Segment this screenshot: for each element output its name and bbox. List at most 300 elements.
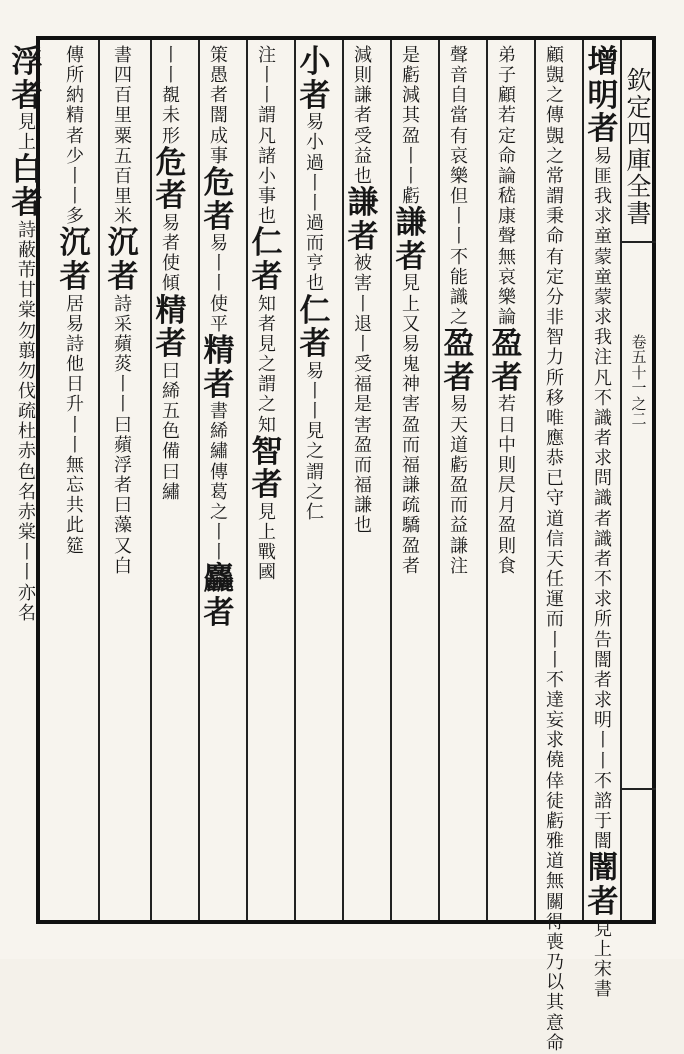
- column-char: 者: [354, 105, 372, 127]
- column-char: 哀: [450, 145, 468, 167]
- column-char: 自: [450, 85, 468, 107]
- book-title-char: 定: [626, 92, 652, 122]
- gloss-char: 日: [66, 374, 84, 396]
- column-char: 受: [354, 125, 372, 147]
- column-char: 則: [354, 65, 372, 87]
- headword-char: 仁: [251, 225, 283, 262]
- column-char: 丨: [450, 206, 468, 228]
- column-char: 丨: [402, 145, 420, 167]
- column-char: 當: [450, 105, 468, 127]
- text-column: [584, 44, 622, 1000]
- book-title: [626, 68, 651, 227]
- column-char: 其: [546, 992, 564, 1014]
- gloss-char: 盈: [402, 535, 420, 557]
- column-char: 形: [162, 125, 180, 147]
- column-char: 之: [450, 307, 468, 329]
- gloss-char: 甘: [18, 280, 36, 302]
- gloss-char: 丨: [66, 434, 84, 456]
- column-char: 倖: [546, 770, 564, 792]
- column-char: 已: [546, 468, 564, 490]
- column-char: 分: [546, 286, 564, 308]
- headword-char: 白: [11, 151, 43, 188]
- gloss-char: 注: [450, 555, 468, 577]
- column-char: 若: [498, 105, 516, 127]
- headword-char: 者: [299, 326, 331, 363]
- headword-char: 盈: [491, 326, 523, 363]
- gloss-char: 告: [594, 629, 612, 651]
- gloss-char: 凡: [594, 367, 612, 389]
- column-char: 是: [402, 45, 420, 66]
- gloss-char: 色: [162, 421, 180, 443]
- column-char: 虧: [402, 65, 420, 87]
- gloss-char: 闇: [594, 831, 612, 853]
- headword-char: 沉: [107, 225, 139, 262]
- gloss-char: 丨: [18, 542, 36, 564]
- column-char: 顧: [546, 45, 564, 66]
- gloss-char: 也: [306, 273, 324, 295]
- headword-char: 者: [587, 111, 619, 148]
- text-column: [56, 46, 94, 918]
- column-char: 也: [258, 206, 276, 228]
- gloss-char: 童: [594, 226, 612, 248]
- column-char: 所: [66, 65, 84, 87]
- text-column: [296, 46, 334, 918]
- gloss-char: 棠: [18, 522, 36, 544]
- gloss-char: 之: [258, 394, 276, 416]
- gloss-char: 戰: [258, 542, 276, 564]
- headword-char: 者: [203, 366, 235, 403]
- gloss-char: 過: [306, 152, 324, 174]
- volume-label-char: 五: [631, 348, 647, 367]
- gloss-char: 天: [450, 414, 468, 436]
- column-char: 以: [546, 972, 564, 994]
- gloss-char: 亨: [306, 253, 324, 275]
- headword-char: 者: [491, 359, 523, 396]
- gloss-char: 識: [594, 528, 612, 550]
- gloss-char: 名: [18, 481, 36, 503]
- book-title-char: 書: [626, 198, 652, 228]
- column-char: 益: [354, 145, 372, 167]
- book-title-char: 庫: [626, 145, 652, 175]
- headword-char: 者: [107, 259, 139, 296]
- gloss-char: 赤: [18, 441, 36, 463]
- column-char: 未: [162, 105, 180, 127]
- gloss-char: 丨: [210, 253, 228, 275]
- gloss-char: 注: [594, 347, 612, 369]
- column-char: 粟: [114, 125, 132, 147]
- gloss-char: 見: [402, 273, 420, 295]
- gloss-char: 謙: [402, 475, 420, 497]
- gloss-char: 者: [594, 669, 612, 691]
- gloss-char: 此: [66, 515, 84, 537]
- gloss-char: 昃: [498, 475, 516, 497]
- column-char: 虧: [546, 810, 564, 832]
- gloss-char: 蘋: [114, 333, 132, 355]
- column-char: 傳: [66, 45, 84, 66]
- gloss-char: 則: [498, 535, 516, 557]
- gloss-char: 謙: [450, 535, 468, 557]
- gloss-char: 盈: [402, 414, 420, 436]
- gloss-char: 仁: [306, 501, 324, 523]
- column-char: 丨: [162, 65, 180, 87]
- column-char: 康: [498, 206, 516, 228]
- gloss-char: 之: [306, 441, 324, 463]
- gloss-char: 丨: [306, 401, 324, 423]
- gloss-char: 勿: [18, 320, 36, 342]
- column-char: 命: [546, 1032, 564, 1054]
- gloss-char: 使: [162, 253, 180, 275]
- column-char: 里: [114, 186, 132, 208]
- column-char: 者: [210, 85, 228, 107]
- gloss-char: 絺: [210, 421, 228, 443]
- column-char: 丨: [66, 165, 84, 187]
- headword-char: 者: [155, 178, 187, 215]
- gloss-char: 盈: [450, 475, 468, 497]
- gloss-char: 曰: [162, 360, 180, 382]
- column-char: 精: [66, 105, 84, 127]
- column-char: 道: [546, 851, 564, 873]
- column-char: 無: [498, 246, 516, 268]
- column-char: 但: [450, 186, 468, 208]
- gloss-char: 而: [306, 233, 324, 255]
- gloss-char: 棠: [18, 300, 36, 322]
- column-char: 有: [450, 125, 468, 147]
- headword-char: 小: [299, 44, 331, 80]
- headword-char: 者: [59, 259, 91, 296]
- gloss-char: 而: [450, 495, 468, 517]
- gloss-char: 蒙: [594, 286, 612, 308]
- gloss-char: 月: [498, 495, 516, 517]
- column-char: 唯: [546, 407, 564, 429]
- gloss-char: 勿: [18, 360, 36, 382]
- headword-char: 者: [11, 185, 43, 222]
- column-char: 僥: [546, 750, 564, 772]
- column-char: 道: [546, 508, 564, 530]
- column-char: 任: [546, 569, 564, 591]
- column-char: 凡: [258, 125, 276, 147]
- text-column: [488, 46, 526, 918]
- volume-label-char: 卷: [631, 333, 647, 351]
- gloss-char: 者: [258, 313, 276, 335]
- gloss-char: 曰: [114, 414, 132, 436]
- column-char: 納: [66, 85, 84, 107]
- gloss-char: 使: [210, 293, 228, 315]
- gloss-char: 求: [594, 307, 612, 329]
- column-char: 徒: [546, 790, 564, 812]
- gloss-char: 謂: [258, 374, 276, 396]
- column-char: 論: [498, 307, 516, 329]
- gloss-char: 中: [498, 434, 516, 456]
- headword-char: 者: [11, 77, 43, 114]
- headword-char: 者: [395, 238, 427, 275]
- gloss-char: 者: [162, 233, 180, 255]
- gloss-char: 不: [594, 387, 612, 409]
- column-rule: [98, 40, 100, 920]
- column-char: 關: [546, 891, 564, 913]
- column-char: 樂: [450, 165, 468, 187]
- headword-char: 謙: [347, 185, 379, 222]
- column-char: 丨: [162, 45, 180, 66]
- gloss-char: 上: [402, 293, 420, 315]
- headword-char: 者: [251, 467, 283, 504]
- column-char: 所: [546, 367, 564, 389]
- gloss-char: 受: [354, 354, 372, 376]
- gloss-char: 者: [594, 508, 612, 530]
- gloss-char: 見: [306, 421, 324, 443]
- gloss-char: 丨: [66, 414, 84, 436]
- gloss-char: 小: [306, 132, 324, 154]
- gloss-char: 我: [594, 186, 612, 208]
- column-char: 謂: [546, 186, 564, 208]
- gloss-char: 明: [594, 710, 612, 732]
- gloss-char: 之: [258, 354, 276, 376]
- column-char: 聲: [498, 226, 516, 248]
- gloss-char: 絺: [162, 381, 180, 402]
- column-char: 求: [546, 730, 564, 752]
- gloss-char: 傳: [210, 461, 228, 483]
- gloss-char: 又: [402, 313, 420, 335]
- column-char: 百: [114, 165, 132, 187]
- column-char: 成: [210, 125, 228, 147]
- column-char: 不: [546, 669, 564, 691]
- column-char: 書: [114, 45, 132, 66]
- gloss-char: 上: [18, 132, 36, 154]
- column-char: 丨: [258, 85, 276, 107]
- volume-label: [631, 335, 646, 428]
- gloss-char: 者: [594, 548, 612, 570]
- column-char: 無: [546, 871, 564, 893]
- book-title-char: 欽: [626, 66, 652, 95]
- gloss-char: 童: [594, 266, 612, 288]
- text-column: [440, 46, 478, 918]
- gloss-char: 而: [402, 434, 420, 456]
- gloss-char: 浮: [114, 454, 132, 476]
- headword-char: 者: [443, 359, 475, 396]
- column-char: 五: [114, 145, 132, 167]
- column-char: 守: [546, 488, 564, 510]
- gloss-char: 也: [354, 515, 372, 537]
- right-margin-band: [620, 40, 656, 920]
- gloss-char: 退: [354, 313, 372, 335]
- column-char: 少: [66, 145, 84, 167]
- volume-label-char: 一: [631, 379, 647, 398]
- column-char: 定: [546, 266, 564, 288]
- gloss-char: 福: [354, 374, 372, 396]
- headword-char: 者: [155, 326, 187, 363]
- column-char: 事: [258, 186, 276, 208]
- column-char: 里: [114, 105, 132, 127]
- column-char: 也: [354, 165, 372, 187]
- gloss-char: 曰: [162, 461, 180, 483]
- gloss-char: 益: [450, 515, 468, 537]
- gloss-char: 不: [594, 770, 612, 792]
- headword-char: 精: [203, 332, 235, 369]
- text-column: [104, 46, 142, 918]
- column-char: 論: [498, 165, 516, 187]
- gloss-char: 忘: [66, 475, 84, 497]
- column-char: 注: [258, 45, 276, 66]
- gloss-char: 知: [258, 293, 276, 315]
- gloss-char: 虧: [450, 454, 468, 476]
- column-char: 命: [498, 145, 516, 167]
- gloss-char: 丨: [354, 293, 372, 315]
- column-char: 智: [546, 327, 564, 349]
- gloss-char: 亦: [18, 582, 36, 604]
- column-char: 之: [546, 85, 564, 107]
- gloss-char: 名: [18, 602, 36, 624]
- headword-char: 盈: [443, 326, 475, 363]
- gloss-char: 繡: [210, 441, 228, 463]
- gloss-char: 易: [306, 112, 324, 134]
- gloss-char: 升: [66, 394, 84, 416]
- volume-label-char: 十: [631, 363, 647, 382]
- gloss-char: 詩: [66, 333, 84, 355]
- column-char: 信: [546, 528, 564, 550]
- text-column: [200, 46, 238, 918]
- gloss-char: 疏: [402, 495, 420, 517]
- title-divider: [622, 241, 656, 243]
- gloss-char: 芾: [18, 260, 36, 282]
- headword-char: 闇: [587, 850, 619, 887]
- gloss-char: 之: [306, 481, 324, 503]
- gloss-char: 筵: [66, 535, 84, 557]
- column-char: 減: [402, 85, 420, 107]
- column-char: 闇: [210, 105, 228, 127]
- column-char: 恭: [546, 448, 564, 470]
- column-char: 樂: [498, 286, 516, 308]
- gloss-char: 過: [306, 213, 324, 234]
- text-column: [536, 45, 574, 1054]
- gloss-char: 害: [354, 273, 372, 295]
- column-char: 覩: [162, 85, 180, 107]
- column-char: 四: [114, 65, 132, 87]
- column-char: 其: [402, 105, 420, 127]
- column-char: 識: [450, 286, 468, 308]
- gloss-char: 福: [354, 475, 372, 497]
- gloss-char: 鬼: [402, 354, 420, 376]
- gloss-char: 蔽: [18, 239, 36, 261]
- gloss-char: 無: [66, 454, 84, 476]
- column-char: 盈: [402, 125, 420, 147]
- gloss-char: 害: [354, 414, 372, 436]
- headword-char: 智: [251, 433, 283, 470]
- gloss-char: 蒙: [594, 246, 612, 268]
- gloss-char: 翦: [18, 340, 36, 362]
- gloss-char: 色: [18, 461, 36, 483]
- book-title-char: 四: [626, 119, 652, 148]
- headword-char: 增: [587, 44, 619, 80]
- column-char: 應: [546, 427, 564, 449]
- headword-char: 危: [203, 164, 235, 201]
- column-char: 丨: [546, 629, 564, 651]
- column-char: 策: [210, 45, 228, 66]
- column-char: 丨: [258, 65, 276, 87]
- gloss-char: 易: [162, 213, 180, 234]
- gloss-char: 問: [594, 468, 612, 490]
- gloss-char: 丨: [210, 542, 228, 564]
- text-column: [8, 46, 46, 918]
- column-char: 喪: [546, 931, 564, 953]
- gloss-char: 食: [498, 555, 516, 577]
- gloss-char: 而: [354, 454, 372, 476]
- gloss-char: 見: [594, 918, 612, 940]
- gloss-char: 者: [594, 428, 612, 450]
- column-char: 丨: [66, 186, 84, 208]
- gloss-char: 若: [498, 394, 516, 416]
- gloss-char: 蘋: [114, 434, 132, 456]
- gloss-char: 不: [594, 569, 612, 591]
- gloss-char: 國: [258, 562, 276, 584]
- headword-char: 者: [251, 259, 283, 296]
- gloss-char: 杜: [18, 421, 36, 443]
- gloss-char: 易: [306, 360, 324, 382]
- gloss-char: 道: [450, 434, 468, 456]
- gloss-char: 識: [594, 407, 612, 429]
- gloss-char: 他: [66, 354, 84, 376]
- column-char: 覬: [546, 65, 564, 87]
- column-char: 而: [546, 609, 564, 631]
- headword-char: 者: [347, 218, 379, 255]
- column-char: 有: [546, 246, 564, 268]
- gloss-char: 赤: [18, 501, 36, 523]
- gloss-char: 福: [402, 454, 420, 476]
- column-char: 非: [546, 307, 564, 329]
- gloss-char: 見: [258, 501, 276, 523]
- gloss-char: 詩: [18, 219, 36, 241]
- column-char: 力: [546, 347, 564, 369]
- column-char: 百: [114, 85, 132, 107]
- gloss-char: 曰: [114, 495, 132, 517]
- gloss-char: 共: [66, 495, 84, 517]
- gloss-char: 備: [162, 441, 180, 463]
- column-char: 事: [210, 145, 228, 167]
- gloss-char: 者: [402, 555, 420, 577]
- volume-label-char: 之: [631, 394, 647, 413]
- column-char: 移: [546, 387, 564, 409]
- column-char: 丨: [402, 165, 420, 187]
- gloss-char: 易: [66, 313, 84, 335]
- gloss-char: 識: [594, 488, 612, 510]
- gloss-char: 平: [210, 313, 228, 335]
- column-char: 秉: [546, 206, 564, 228]
- headword-char: 者: [203, 198, 235, 235]
- gloss-char: 易: [594, 145, 612, 167]
- gloss-char: 闇: [594, 649, 612, 671]
- headword-char: 沉: [59, 225, 91, 262]
- gloss-char: 神: [402, 374, 420, 396]
- column-char: 常: [546, 165, 564, 187]
- gloss-char: 書: [210, 401, 228, 423]
- gloss-char: 求: [594, 589, 612, 611]
- gloss-char: 丨: [114, 394, 132, 416]
- column-char: 哀: [498, 266, 516, 288]
- column-char: 乃: [546, 952, 564, 974]
- gloss-char: 我: [594, 327, 612, 349]
- column-char: 不: [450, 246, 468, 268]
- headword-char: 危: [155, 144, 187, 181]
- headword-char: 麤: [203, 561, 235, 598]
- gloss-char: 丨: [594, 750, 612, 772]
- gloss-char: 上: [258, 522, 276, 544]
- gloss-char: 則: [498, 454, 516, 476]
- column-char: 雅: [546, 831, 564, 853]
- gloss-char: 知: [258, 414, 276, 436]
- gloss-char: 之: [210, 501, 228, 523]
- gloss-char: 日: [498, 414, 516, 436]
- text-column: [152, 46, 190, 918]
- gloss-char: 又: [114, 535, 132, 557]
- column-char: 虧: [402, 186, 420, 208]
